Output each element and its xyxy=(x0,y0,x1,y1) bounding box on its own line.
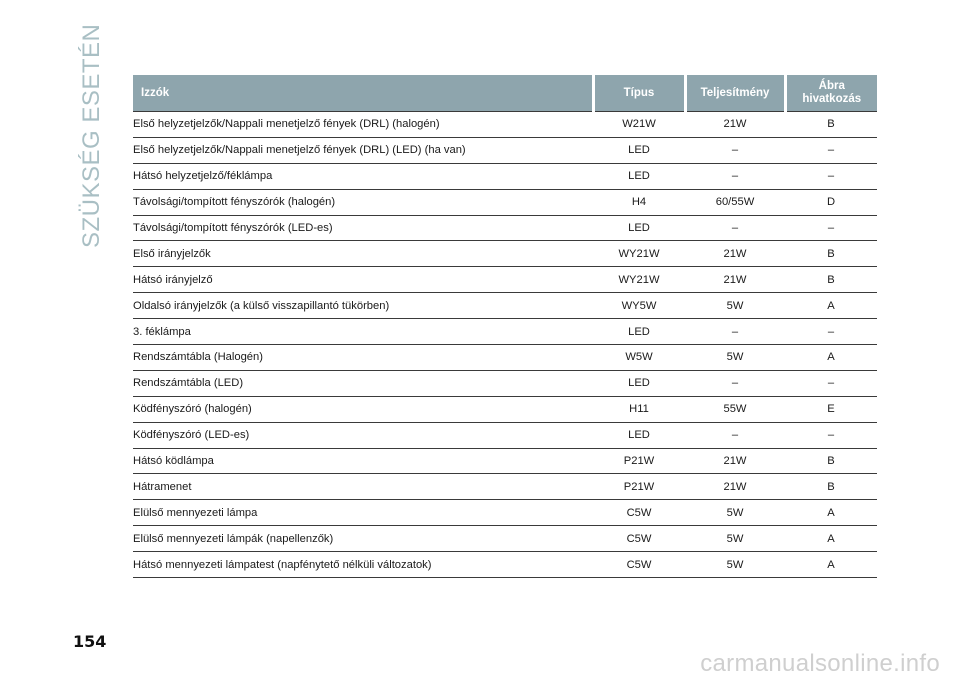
bulb-power-cell: – xyxy=(685,370,785,396)
table-row xyxy=(133,396,877,422)
bulb-type-cell: P21W xyxy=(593,474,685,500)
section-title-text: SZÜKSÉG ESETÉN xyxy=(78,23,105,248)
bulb-power-cell: 55W xyxy=(685,396,785,422)
bulb-type-cell: C5W xyxy=(593,526,685,552)
table-row xyxy=(133,500,877,526)
bulb-name-cell: Elülső mennyezeti lámpák (napellenzők) xyxy=(133,526,593,552)
figure-reference-cell: B xyxy=(785,448,877,474)
figure-reference-cell: B xyxy=(785,241,877,267)
header-figure-line2: hivatkozás xyxy=(802,93,862,105)
header-power: Teljesítmény xyxy=(685,75,785,112)
bulb-name-cell: Rendszámtábla (LED) xyxy=(133,370,593,396)
bulb-power-cell: 5W xyxy=(685,552,785,578)
table-row xyxy=(133,112,877,138)
bulb-power-cell: 5W xyxy=(685,293,785,319)
bulb-power-cell: 5W xyxy=(685,345,785,371)
bulb-name-cell: Első helyzetjelzők/Nappali menetjelző fények (DRL) (LED) (ha van) xyxy=(133,137,593,163)
bulb-name-cell: Távolsági/tompított fényszórók (halogén) xyxy=(133,189,593,215)
figure-reference-cell: – xyxy=(785,422,877,448)
table-row xyxy=(133,370,877,396)
figure-reference-cell: A xyxy=(785,345,877,371)
bulb-type-cell: C5W xyxy=(593,500,685,526)
bulb-name-cell: 3. féklámpa xyxy=(133,319,593,345)
figure-reference-cell: B xyxy=(785,112,877,138)
bulb-type-cell: LED xyxy=(593,163,685,189)
table-row xyxy=(133,163,877,189)
figure-reference-cell: – xyxy=(785,370,877,396)
bulb-name-cell: Első irányjelzők xyxy=(133,241,593,267)
bulb-name-cell: Első helyzetjelzők/Nappali menetjelző fények (DRL) (halogén) xyxy=(133,112,593,138)
page-number: 154 xyxy=(73,632,107,651)
table-row xyxy=(133,319,877,345)
bulb-name-cell: Hátramenet xyxy=(133,474,593,500)
bulb-power-cell: – xyxy=(685,215,785,241)
bulb-type-cell: LED xyxy=(593,215,685,241)
header-figure-reference xyxy=(785,75,877,112)
bulb-power-cell: – xyxy=(685,163,785,189)
bulb-type-cell: P21W xyxy=(593,448,685,474)
table-row xyxy=(133,215,877,241)
figure-reference-cell: A xyxy=(785,500,877,526)
bulb-type-cell: WY21W xyxy=(593,267,685,293)
table-row xyxy=(133,474,877,500)
figure-reference-cell: B xyxy=(785,474,877,500)
figure-reference-cell: D xyxy=(785,189,877,215)
table-row xyxy=(133,267,877,293)
section-side-title xyxy=(78,23,118,248)
bulb-power-cell: 21W xyxy=(685,474,785,500)
bulb-power-cell: 21W xyxy=(685,267,785,293)
figure-reference-cell: A xyxy=(785,552,877,578)
bulb-type-cell: WY5W xyxy=(593,293,685,319)
bulb-type-cell: WY21W xyxy=(593,241,685,267)
table-body xyxy=(133,112,877,578)
table-header-row xyxy=(133,75,877,112)
bulb-power-cell: – xyxy=(685,319,785,345)
bulb-type-cell: LED xyxy=(593,370,685,396)
bulb-power-cell: 21W xyxy=(685,241,785,267)
bulb-type-cell: LED xyxy=(593,422,685,448)
bulb-type-cell: C5W xyxy=(593,552,685,578)
table-row xyxy=(133,189,877,215)
table-row xyxy=(133,552,877,578)
bulb-name-cell: Ködfényszóró (halogén) xyxy=(133,396,593,422)
bulb-type-cell: W21W xyxy=(593,112,685,138)
bulb-name-cell: Ködfényszóró (LED-es) xyxy=(133,422,593,448)
table-row xyxy=(133,422,877,448)
header-figure-line1: Ábra xyxy=(818,80,845,92)
figure-reference-cell: – xyxy=(785,163,877,189)
table-row xyxy=(133,526,877,552)
bulb-table-container xyxy=(133,75,877,578)
header-bulbs: Izzók xyxy=(141,86,170,99)
bulb-name-cell: Hátsó irányjelző xyxy=(133,267,593,293)
figure-reference-cell: – xyxy=(785,137,877,163)
figure-reference-cell: B xyxy=(785,267,877,293)
bulb-name-cell: Oldalsó irányjelzők (a külső visszapillantó tükörben) xyxy=(133,293,593,319)
bulb-name-cell: Hátsó ködlámpa xyxy=(133,448,593,474)
bulb-power-cell: 21W xyxy=(685,112,785,138)
bulb-name-cell: Távolsági/tompított fényszórók (LED-es) xyxy=(133,215,593,241)
bulb-name-cell: Rendszámtábla (Halogén) xyxy=(133,345,593,371)
table-row xyxy=(133,345,877,371)
bulb-name-cell: Hátsó helyzetjelző/féklámpa xyxy=(133,163,593,189)
bulb-type-cell: H11 xyxy=(593,396,685,422)
table-row xyxy=(133,137,877,163)
bulb-power-cell: 5W xyxy=(685,526,785,552)
bulb-type-cell: LED xyxy=(593,319,685,345)
header-type: Típus xyxy=(593,75,685,112)
bulb-type-cell: H4 xyxy=(593,189,685,215)
figure-reference-cell: A xyxy=(785,526,877,552)
bulb-name-cell: Elülső mennyezeti lámpa xyxy=(133,500,593,526)
bulb-table xyxy=(133,75,877,578)
table-row xyxy=(133,448,877,474)
figure-reference-cell: – xyxy=(785,319,877,345)
bulb-power-cell: 60/55W xyxy=(685,189,785,215)
table-row xyxy=(133,241,877,267)
bulb-power-cell: – xyxy=(685,422,785,448)
bulb-type-cell: W5W xyxy=(593,345,685,371)
bulb-name-cell: Hátsó mennyezeti lámpatest (napfénytető nélküli változatok) xyxy=(133,552,593,578)
watermark: carmanualsonline.info xyxy=(700,650,940,677)
bulb-power-cell: – xyxy=(685,137,785,163)
bulb-power-cell: 21W xyxy=(685,448,785,474)
bulb-power-cell: 5W xyxy=(685,500,785,526)
figure-reference-cell: A xyxy=(785,293,877,319)
bulb-type-cell: LED xyxy=(593,137,685,163)
table-row xyxy=(133,293,877,319)
figure-reference-cell: – xyxy=(785,215,877,241)
figure-reference-cell: E xyxy=(785,396,877,422)
